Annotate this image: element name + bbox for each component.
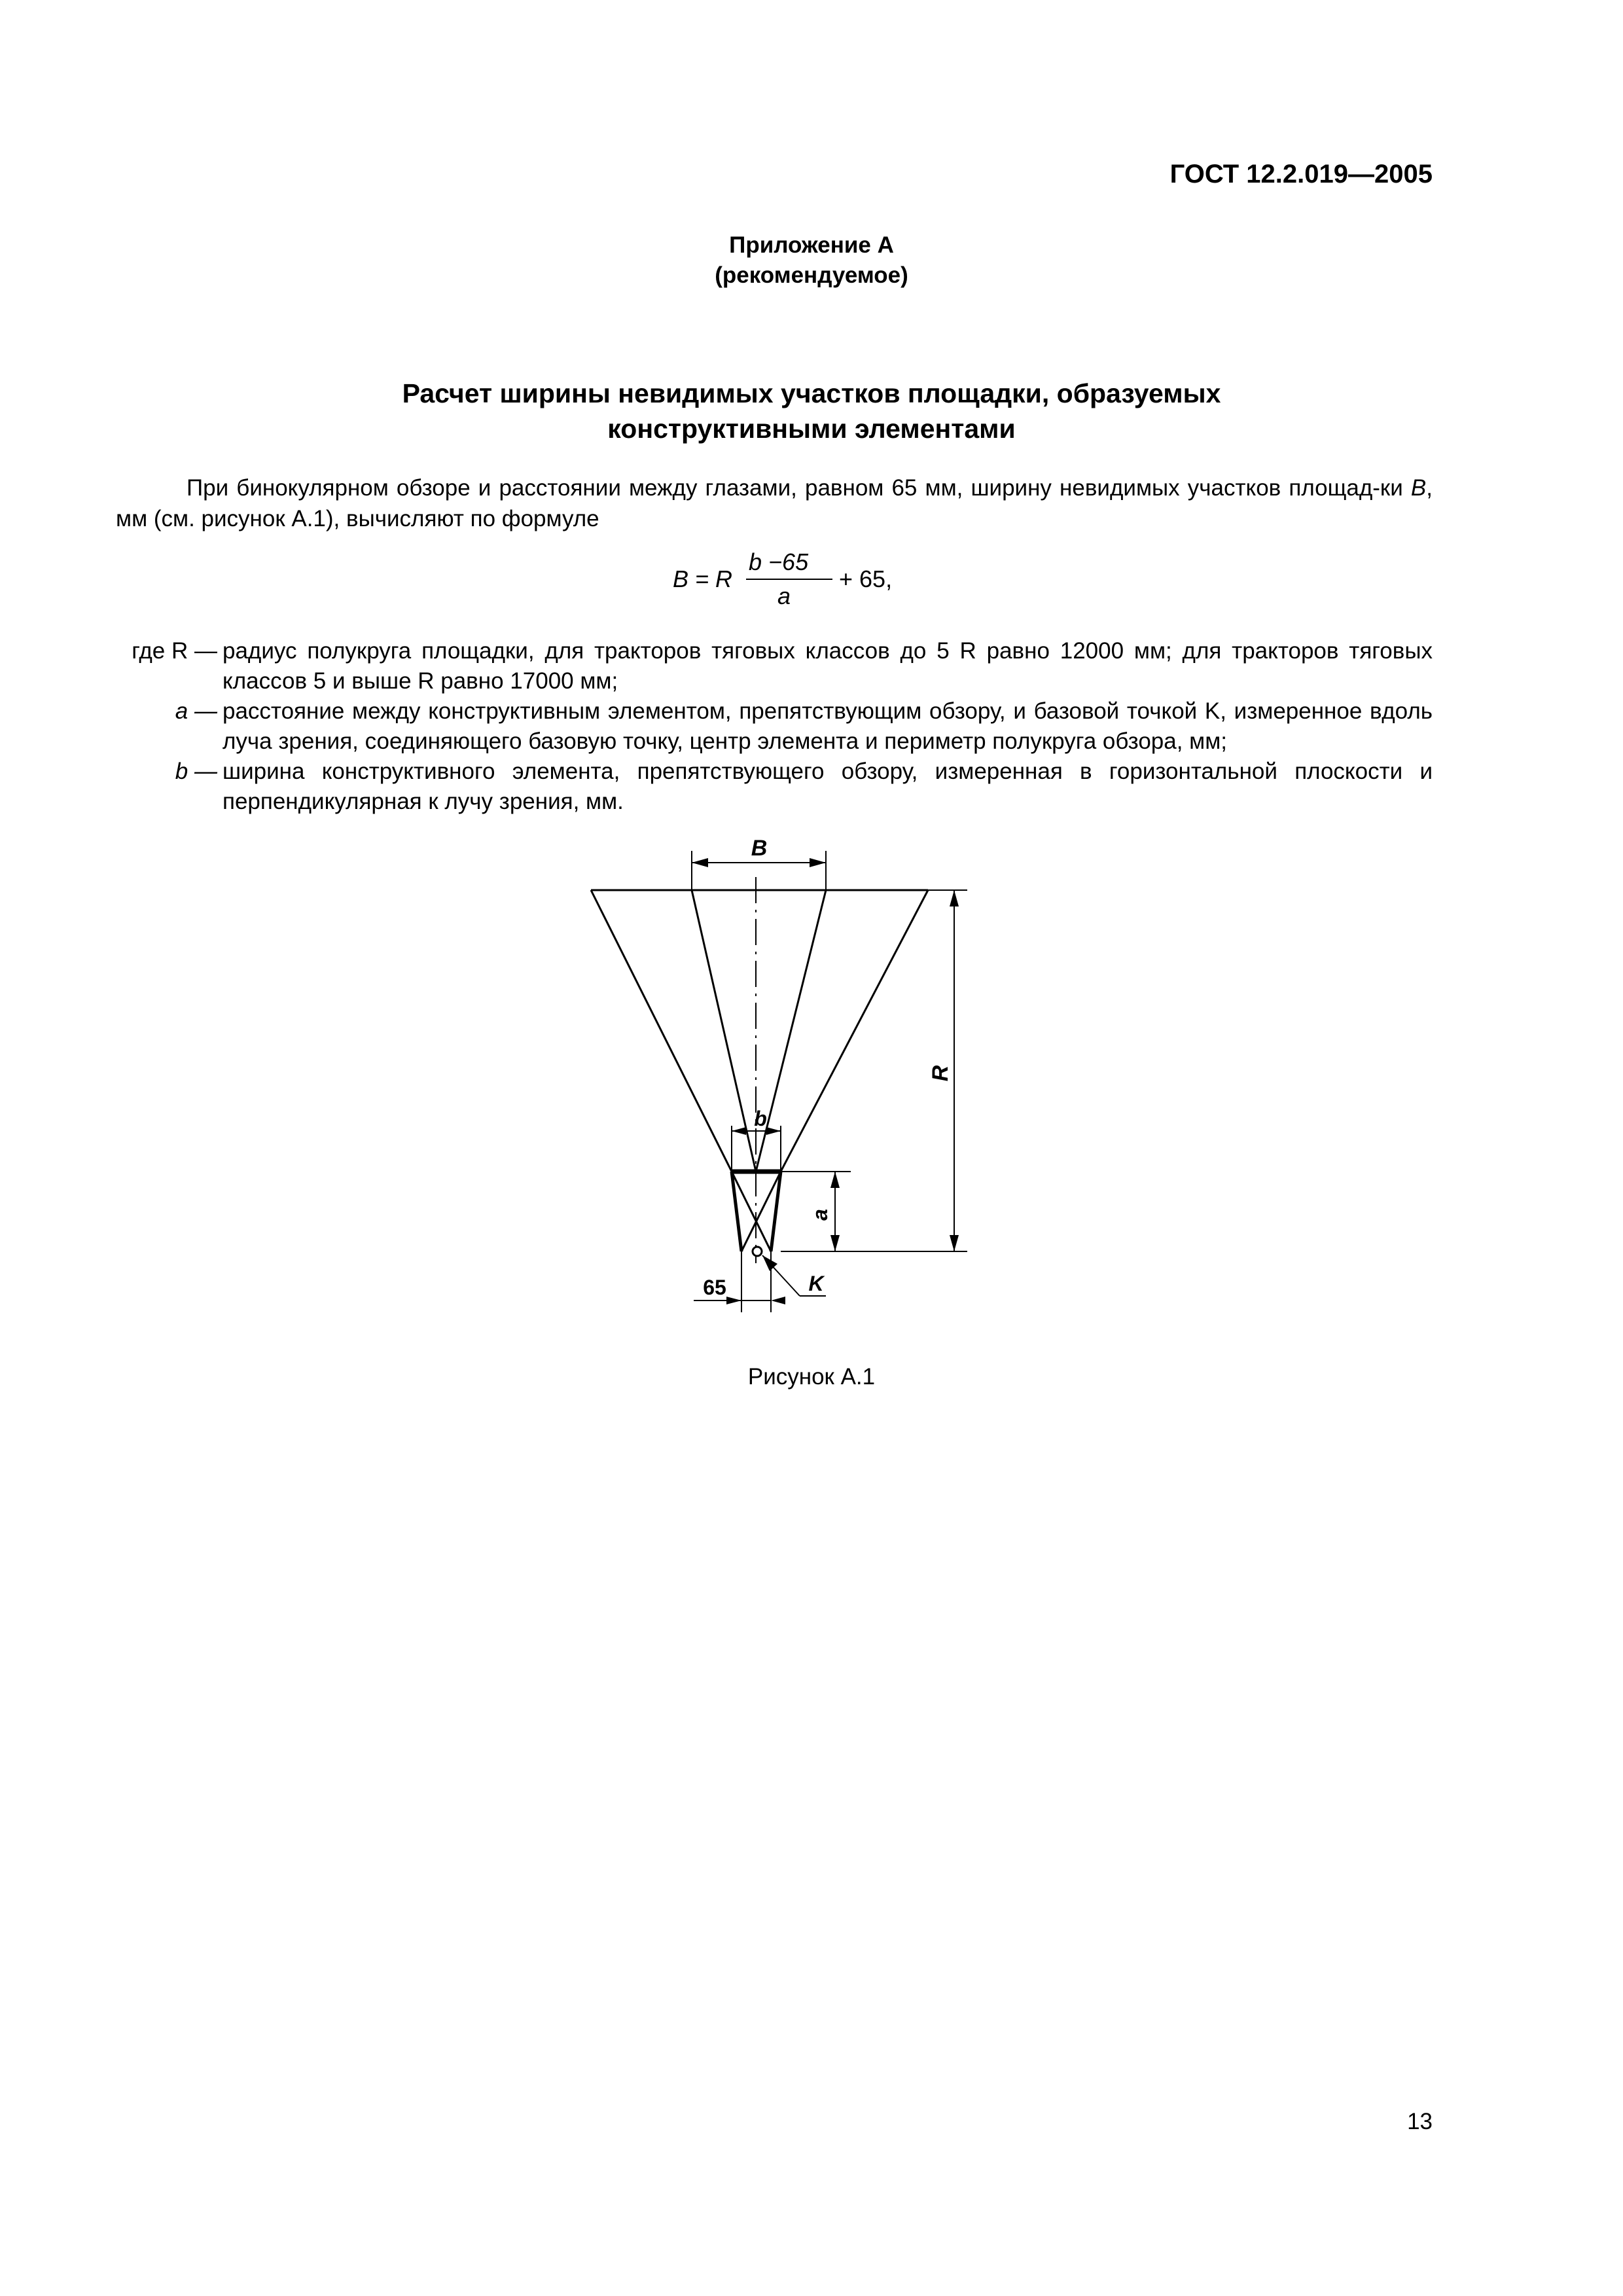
figure-caption: Рисунок А.1 — [747, 1364, 876, 1390]
standard-id: ГОСТ 12.2.019—2005 — [1169, 160, 1433, 188]
arrow-r-bottom — [950, 1235, 959, 1251]
arrow-b-right — [810, 858, 826, 867]
arrow-small-b-right — [766, 1127, 781, 1135]
arrow-b-left — [692, 858, 708, 867]
arrow-small-b-left — [732, 1127, 746, 1135]
definition-text: радиус полукруга площадки, для тракторов тяговых классов до 5 R равно 12000 мм; для тракторов тяговых классов 5 и выше R равно 17000 мм; — [223, 638, 1433, 694]
definition-key: a — — [175, 698, 217, 724]
definition-text: расстояние между конструктивным элементом, препятствующим обзору, и базовой точкой K, измеренное вдоль луча зрения, соединяющего базовую точку, центр элемента и периметр полукруга обзора, мм; — [223, 698, 1433, 754]
arrow-a-bottom — [830, 1235, 840, 1251]
arrow-65-left — [726, 1297, 741, 1304]
arrow-a-top — [830, 1172, 840, 1188]
outer-right-edge — [781, 890, 928, 1172]
inner-left-edge — [692, 890, 756, 1172]
page-number: 13 — [1407, 2109, 1433, 2134]
formula-numerator: b −65 — [749, 548, 809, 575]
label-65: 65 — [703, 1276, 726, 1299]
formula-lhs: B = R — [673, 565, 733, 592]
arrow-65-right — [771, 1297, 785, 1304]
section-title-line-2: конструктивными элементами — [607, 414, 1016, 444]
arrow-r-top — [950, 890, 959, 906]
label-small-b: b — [754, 1107, 767, 1130]
section-title-line-1: Расчет ширины невидимых участков площадки, образуемых — [402, 378, 1221, 408]
formula-denominator: a — [777, 583, 791, 609]
label-k: K — [808, 1272, 824, 1295]
definition-text: ширина конструктивного элемента, препятствующего обзору, измеренная в горизонтальной плоскости и перпендикулярная к лучу зрения, мм. — [223, 759, 1433, 814]
label-big-b: B — [751, 836, 768, 861]
intro-text-1: При бинокулярном обзоре и расстоянии между глазами, равном 65 мм, ширину невидимых участков площад-ки — [187, 475, 1411, 501]
definition-key: b — — [175, 759, 217, 784]
annex-status: (рекомендуемое) — [715, 262, 908, 288]
base-point-k — [753, 1247, 762, 1256]
label-r: R — [928, 1065, 953, 1082]
intro-text-2: , мм (см. рисунок А.1), вычисляют по формуле — [116, 475, 1433, 531]
label-a: a — [808, 1209, 832, 1221]
outer-left-edge — [591, 890, 732, 1172]
definition-key: где R — — [132, 638, 217, 664]
formula-tail: + 65, — [839, 565, 893, 592]
intro-var-b: B — [1410, 475, 1427, 501]
annex-title: Приложение А — [729, 232, 894, 258]
